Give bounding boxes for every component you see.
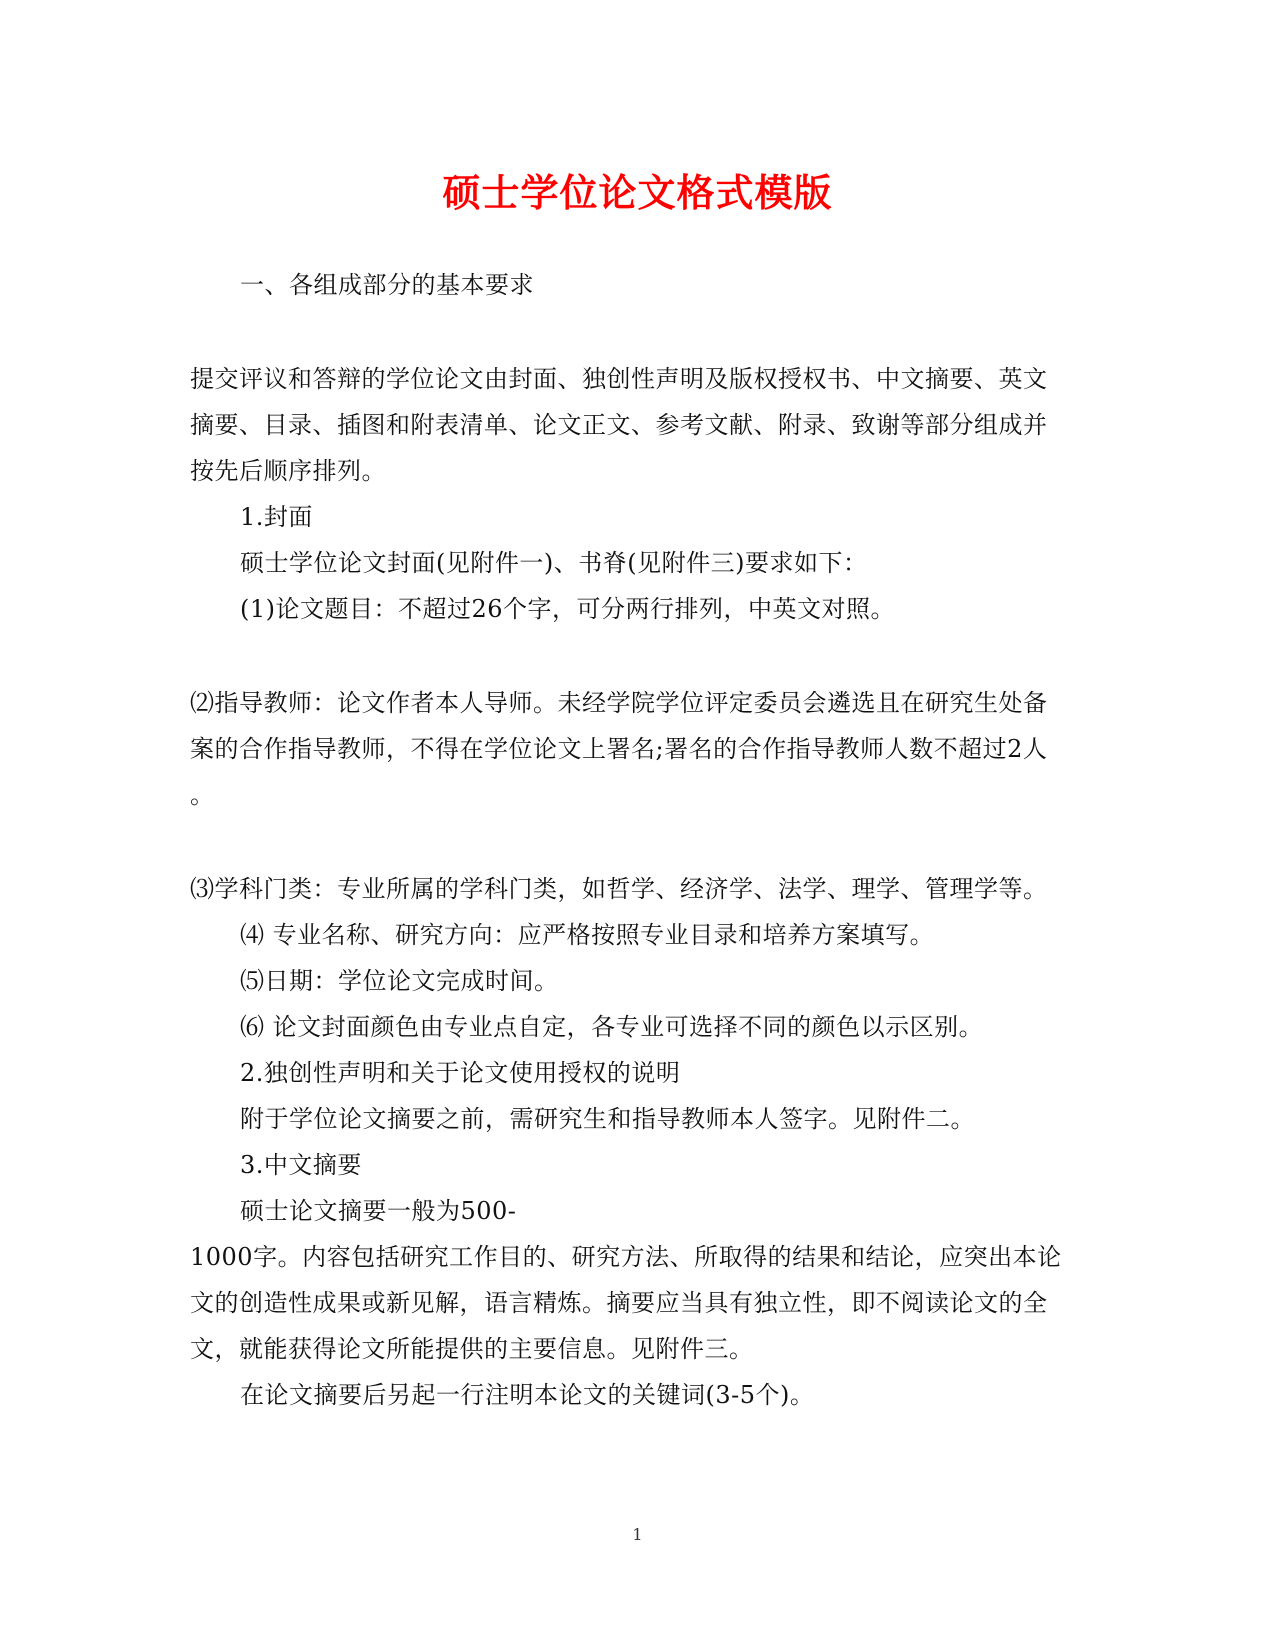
paragraph-line: 在论文摘要后另起一行注明本论文的关键词(3-5个)。 (240, 1381, 815, 1409)
paragraph-line: 文的创造性成果或新见解，语言精炼。摘要应当具有独立性，即不阅读论文的全 (190, 1289, 1048, 1317)
paragraph-line: 文，就能获得论文所能提供的主要信息。见附件三。 (190, 1335, 754, 1363)
subheading-abstract: 3.中文摘要 (240, 1151, 362, 1179)
list-item: ⑸日期：学位论文完成时间。 (240, 967, 559, 995)
paragraph-line: 。 (190, 781, 215, 809)
document-title: 硕士学位论文格式模版 (442, 170, 833, 215)
paragraph-line: 按先后顺序排列。 (190, 457, 386, 485)
subheading-cover: 1.封面 (240, 503, 313, 531)
list-item: ⑹ 论文封面颜色由专业点自定，各专业可选择不同的颜色以示区别。 (240, 1013, 984, 1041)
list-item: ⑷ 专业名称、研究方向：应严格按照专业目录和培养方案填写。 (240, 921, 935, 949)
paragraph-line: 1000字。内容包括研究工作目的、研究方法、所取得的结果和结论，应突出本论 (190, 1243, 1062, 1271)
subheading-declaration: 2.独创性声明和关于论文使用授权的说明 (240, 1059, 681, 1087)
paragraph-line: 硕士学位论文封面(见附件一)、书脊(见附件三)要求如下： (240, 549, 868, 577)
paragraph-line: 案的合作指导教师，不得在学位论文上署名;署名的合作指导教师人数不超过2人 (190, 735, 1048, 763)
paragraph-line: 附于学位论文摘要之前，需研究生和指导教师本人签字。见附件二。 (240, 1105, 975, 1133)
section-heading: 一、各组成部分的基本要求 (240, 271, 534, 299)
list-item: ⑶学科门类：专业所属的学科门类，如哲学、经济学、法学、理学、管理学等。 (190, 875, 1048, 903)
page-number: 1 (632, 1525, 643, 1544)
paragraph-line: 提交评议和答辩的学位论文由封面、独创性声明及版权授权书、中文摘要、英文 (190, 365, 1048, 393)
paragraph-line: 硕士论文摘要一般为500- (240, 1197, 517, 1225)
list-item: (1)论文题目：不超过26个字，可分两行排列，中英文对照。 (240, 595, 896, 623)
paragraph-line: 摘要、目录、插图和附表清单、论文正文、参考文献、附录、致谢等部分组成并 (190, 411, 1048, 439)
list-item: ⑵指导教师：论文作者本人导师。未经学院学位评定委员会遴选且在研究生处备 (190, 689, 1048, 717)
